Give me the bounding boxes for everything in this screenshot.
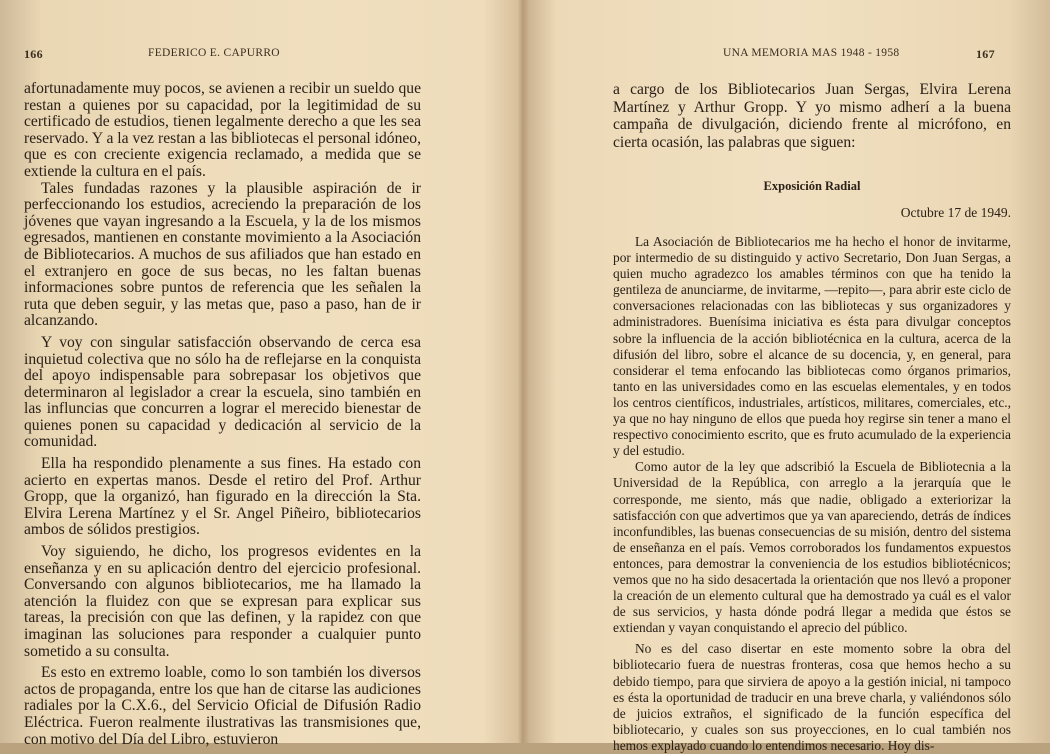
paragraph: Ella ha respondido plenamente a sus fines. Ha estado con acierto en expertas manos. Desde el retiro del Prof. Arthur Gropp, que la organizó, han figurado en la dirección la Sta. Elvira Lerena Martínez y el Sr. Angel Piñeiro, bibliotecarios ambos de sólidos prestigios.: [24, 455, 421, 539]
paragraph: Y voy con singular satisfacción observando de cerca esa inquietud colectiva que no sólo ha de reflejarse en la conquista del apoyo indispensable para sobrepasar los objetivos que determinaron al legislador a crear la escuela, sino también en las influncias que concurren a lograr el merecido bienestar de quienes ponen su capacidad y dedicación al servicio de la comunidad.: [24, 333, 421, 451]
running-head: UNA MEMORIA MAS 1948 - 1958: [723, 47, 900, 59]
date-line: Octubre 17 de 1949.: [900, 205, 1011, 220]
paragraph: a cargo de los Bibliotecarios Juan Sergas, Elvira Lerena Martínez y Arthur Gropp. Y yo mismo adherí a la buena campaña de divulgación, diciendo frente al micrófono, en cierta ocasión, las palabras que siguen:: [613, 81, 1011, 151]
paragraph: Tales fundadas razones y la plausible aspiración de ir perfeccionando los estudios, acreciendo la preparación de los jóvenes que vayan ingresando a la Escuela, y la de los mismos egresados, mantienen en constante movimiento a la Asociación de Bibliotecarios. A muchos de sus afiliados que han estado en el extranjero en goce de sus becas, no les faltan buenas informaciones sobre puntos de referencia que les señalen la ruta que deben seguir, y las metas que, paso a paso, han de ir alcanzando.: [24, 179, 421, 330]
paragraph: La Asociación de Bibliotecarios me ha hecho el honor de invitarme, por intermedio de su distinguido y activo Secretario, Don Juan Sergas, a quien mucho agradezco los amables términos con que ha tenido la gentileza de anunciarme, de invitarme, —repito—, para abrir este ciclo de conversaciones relacionadas con las bibliotecas y sus organizadores y administradores. Buenísima iniciativa es ésta para divulgar conceptos sobre la influencia de la acción bibliotécnica en la cultura, acerca de la difusión del libro, sobre el alcance de su docencia, y, en general, para considerar el tema enfocando las bibliotecas como órganos primarios, tanto en las universidades como en las escuelas elementales, y en todos los centros científicos, industriales, artísticos, militares, comerciales, etc., ya que no hay ninguno de ellos que pueda hoy regirse sin tener a mano el respectivo conocimiento escrito, que es fruto acumulado de la experiencia y del estudio.: [613, 234, 1011, 459]
paragraph: afortunadamente muy pocos, se avienen a recibir un sueldo que restan a quienes por su capacidad, por la legitimidad de su certificado de estudios, tienen legalmente derecho a que les sea reservado. Y a la vez restan a las bibliotecas el personal idóneo, que es con creciente exigencia reclamado, a medida que se extiende la cultura en el país.: [24, 80, 421, 180]
page-number: 167: [976, 47, 995, 61]
right-page: [513, 0, 1050, 753]
section-title: Exposición Radial: [763, 179, 861, 193]
intro-paragraph: [613, 81, 1011, 151]
paragraph: Voy siguiendo, he dicho, los progresos evidentes en la enseñanza y en su aplicación dentro del ejercicio profesional. Conversando con algunos bibliotecarios, me ha llamado la atención la fluidez con que se expresan para explicar sus tareas, la precisión con que las definen, y la rapidez con que imaginan las soluciones para responder a cualquier punto sometido a su consulta.: [24, 543, 421, 660]
page-number: 166: [24, 47, 43, 61]
left-page: [0, 0, 513, 748]
running-head: FEDERICO E. CAPURRO: [148, 47, 280, 59]
paragraph: No es del caso disertar en este momento sobre la obra del bibliotecario fuera de nuestras fronteras, cosa que hemos hecho a su debido tiempo, para que sirviera de apoyo a la gestión inicial, ni tampoco es ésta la oportunidad de traducir en una breve charla, y valiéndonos sólo de juicios extraños, el significado de la función específica del bibliotecario, y cuales son sus proyecciones, en lo cual también nos hemos explayado cuando lo entendimos necesario. Hoy dis-: [613, 641, 1011, 753]
right-page-header: [723, 47, 1023, 65]
left-page-header: [24, 47, 421, 65]
paragraph: Es esto en extremo loable, como lo son también los diversos actos de propaganda, entre los que han de citarse las audiciones radiales por la C.X.6., del Servicio Oficial de Difusión Radio Eléctrica. Fueron realmente ilustrativas las transmisiones que, con motivo del Día del Libro, estuvieron: [24, 664, 421, 748]
paragraph: Como autor de la ley que adscribió la Escuela de Bibliotecnia a la Universidad de la República, con arreglo a la jerarquía que le corresponde, me siento, más que nadie, obligado a exteriorizar la satisfacción con que advertimos que ya van apareciendo, detrás de índices inconfundibles, las buenas consecuencias de su misión, dentro del sistema de enseñanza en el país. Vemos corroborados los fundamentos expuestos entonces, para demostrar la conveniencia de los estudios bibliotécnicos; vemos que no ha sido desacertada la orientación que nos llevó a proponer la creación de un elemento cultural que ha demostrado ya cuál es el valor de sus servicios, y hasta dónde podrá llegar a medida que éstos se extiendan y vayan conquistando el aprecio del público.: [613, 459, 1011, 636]
speech-body: [613, 234, 1011, 754]
left-page-body: [24, 81, 421, 748]
